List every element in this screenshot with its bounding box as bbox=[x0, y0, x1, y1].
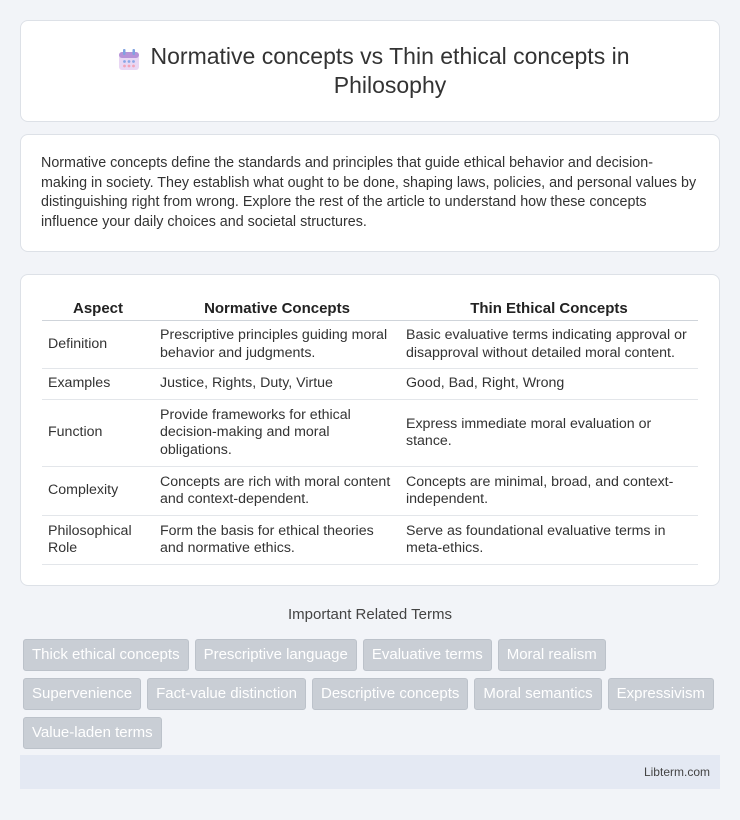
related-term-tag[interactable]: Value-laden terms bbox=[23, 717, 162, 749]
title-card bbox=[20, 20, 720, 122]
intro-paragraph: Normative concepts define the standards and principles that guide ethical behavior and decision-making in society. They establish what ought to be done, shaping laws, policies, and personal values by distinguishing right from wrong. Explore the rest of the article to understand how these concepts influence your daily choices and societal structures. bbox=[41, 155, 697, 230]
table-row bbox=[42, 400, 698, 467]
footer bbox=[20, 755, 720, 789]
intro-card bbox=[20, 134, 720, 252]
comparison-table bbox=[42, 295, 698, 565]
calendar-icon bbox=[116, 47, 142, 73]
table-cell: Definition bbox=[42, 321, 154, 369]
related-term-tag[interactable]: Expressivism bbox=[608, 678, 714, 710]
related-term-tag[interactable]: Thick ethical concepts bbox=[23, 639, 189, 671]
table-cell: Serve as foundational evaluative terms in meta-ethics. bbox=[400, 516, 698, 565]
related-term-tag[interactable]: Moral realism bbox=[498, 639, 606, 671]
related-term-tag[interactable]: Supervenience bbox=[23, 678, 141, 710]
table-row bbox=[42, 369, 698, 400]
table-cell: Justice, Rights, Duty, Virtue bbox=[154, 369, 400, 400]
table-cell: Function bbox=[42, 400, 154, 467]
column-header: Normative Concepts bbox=[154, 295, 400, 321]
column-header: Aspect bbox=[42, 295, 154, 321]
table-cell: Concepts are minimal, broad, and context-independent. bbox=[400, 467, 698, 516]
table-cell: Philosophical Role bbox=[42, 516, 154, 565]
table-cell: Basic evaluative terms indicating approval or disapproval without detailed moral content. bbox=[400, 321, 698, 369]
related-term-tag[interactable]: Descriptive concepts bbox=[312, 678, 468, 710]
related-terms-list bbox=[23, 639, 723, 749]
page-title: Normative concepts vs Thin ethical concepts in Philosophy bbox=[150, 43, 630, 98]
related-term-tag[interactable]: Moral semantics bbox=[474, 678, 601, 710]
table-row bbox=[42, 516, 698, 565]
table-row bbox=[42, 321, 698, 369]
table-cell: Good, Bad, Right, Wrong bbox=[400, 369, 698, 400]
table-cell: Prescriptive principles guiding moral behavior and judgments. bbox=[154, 321, 400, 369]
table-cell: Express immediate moral evaluation or stance. bbox=[400, 400, 698, 467]
table-cell: Provide frameworks for ethical decision-making and moral obligations. bbox=[154, 400, 400, 467]
column-header: Thin Ethical Concepts bbox=[400, 295, 698, 321]
footer-brand-link[interactable]: Libterm.com bbox=[643, 765, 710, 779]
related-term-tag[interactable]: Evaluative terms bbox=[363, 639, 492, 671]
comparison-card bbox=[20, 274, 720, 586]
table-row bbox=[42, 467, 698, 516]
table-cell: Complexity bbox=[42, 467, 154, 516]
related-term-tag[interactable]: Prescriptive language bbox=[195, 639, 357, 671]
related-terms-heading: Important Related Terms bbox=[288, 606, 452, 623]
table-cell: Concepts are rich with moral content and context-dependent. bbox=[154, 467, 400, 516]
related-term-tag[interactable]: Fact-value distinction bbox=[147, 678, 306, 710]
table-cell: Examples bbox=[42, 369, 154, 400]
table-cell: Form the basis for ethical theories and normative ethics. bbox=[154, 516, 400, 565]
table-header-row bbox=[42, 295, 698, 321]
